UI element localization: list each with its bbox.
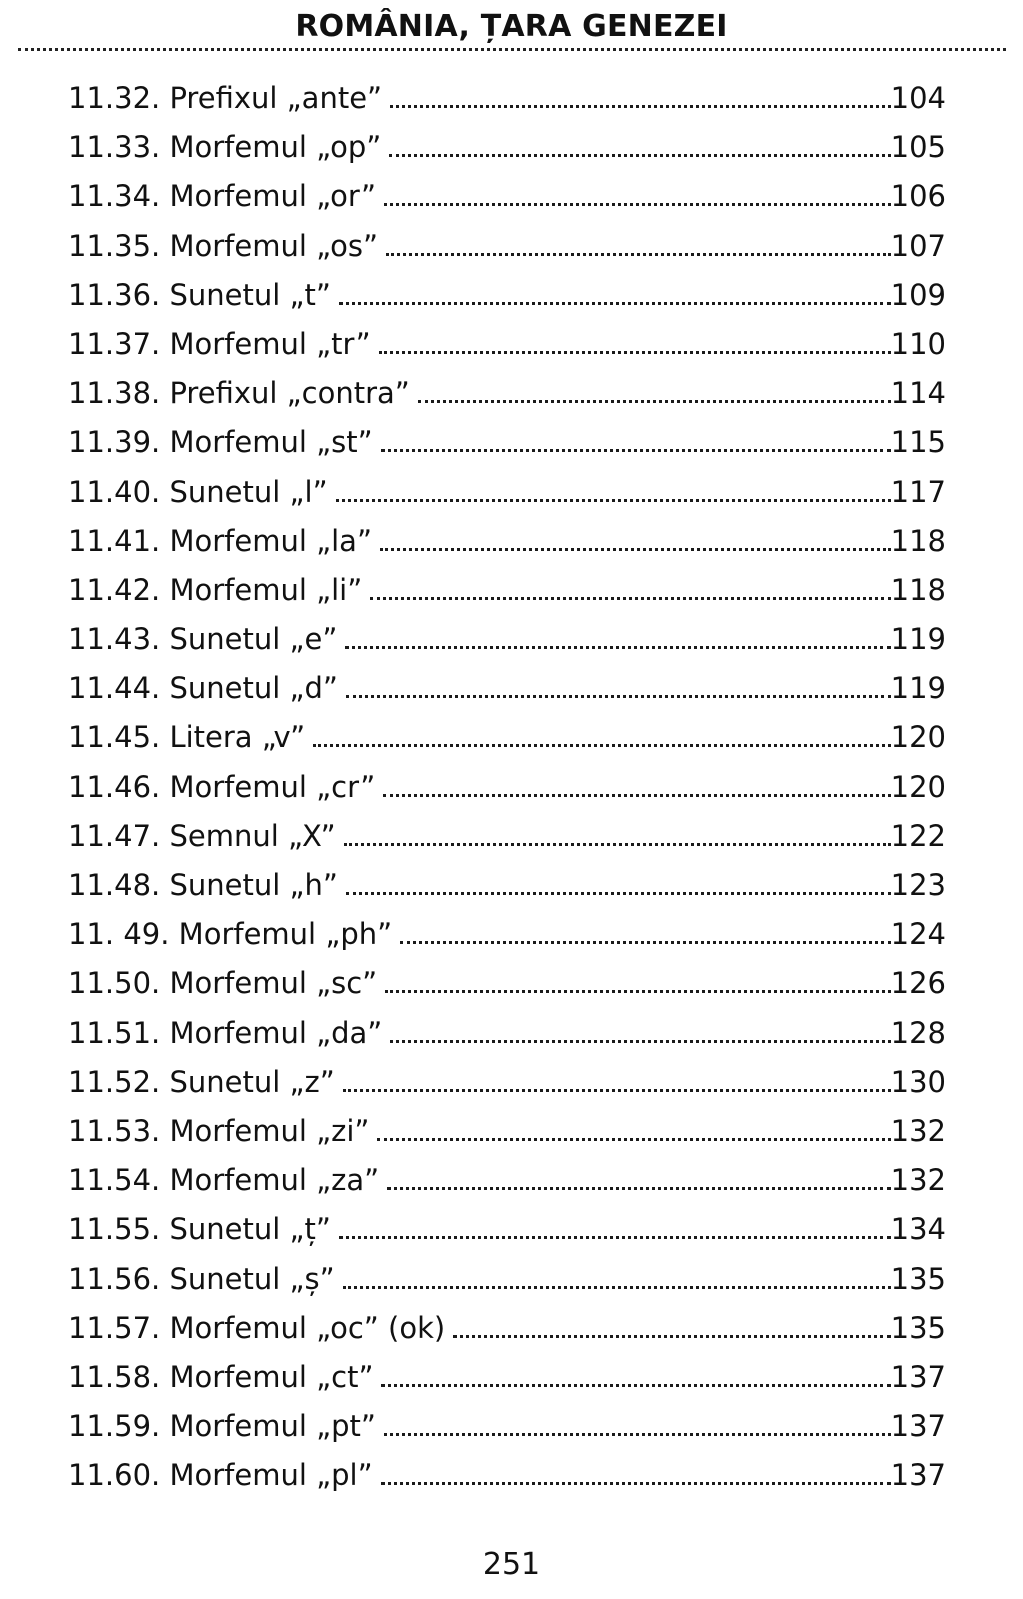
toc-entry-page: 115 <box>890 425 946 460</box>
toc-entry <box>68 763 946 812</box>
toc-entry-title: 11. 49. Morfemul „ph” <box>68 917 393 952</box>
toc-entry-title: 11.38. Prefixul „contra” <box>68 376 410 411</box>
toc-entry <box>68 910 946 959</box>
toc-entry-title: 11.40. Sunetul „l” <box>68 474 328 509</box>
toc-entry-page: 134 <box>890 1212 946 1247</box>
header-dotted-rule <box>18 48 1006 51</box>
toc-entry-page: 119 <box>890 622 946 657</box>
toc-entry <box>68 271 946 320</box>
toc-dot-leader <box>384 1433 891 1436</box>
toc-entry <box>68 1402 946 1451</box>
toc-entry-title: 11.55. Sunetul „ț” <box>68 1212 331 1247</box>
toc-entry-title: 11.52. Sunetul „z” <box>68 1064 335 1099</box>
toc-entry-page: 123 <box>890 868 946 902</box>
toc-entry <box>68 959 946 1008</box>
toc-entry-title: 11.37. Morfemul „tr” <box>68 326 371 361</box>
toc-entry-page: 114 <box>890 376 946 411</box>
toc-entry-page: 126 <box>890 966 946 1001</box>
toc-entry-page: 106 <box>890 179 946 214</box>
toc-entry <box>68 517 946 566</box>
toc-entry <box>68 1107 946 1156</box>
toc-entry-title: 11.47. Semnul „X” <box>68 818 336 853</box>
toc-entry-page: 120 <box>890 720 946 755</box>
toc-entry-title: 11.33. Morfemul „op” <box>68 130 382 165</box>
toc-entry <box>68 1255 946 1304</box>
toc-entry <box>68 1058 946 1107</box>
toc-dot-leader <box>345 646 890 649</box>
toc-entry-page: 132 <box>890 1163 946 1198</box>
toc-entry-title: 11.44. Sunetul „d” <box>68 671 338 706</box>
toc-dot-leader <box>387 1187 890 1190</box>
toc-entry <box>68 222 946 271</box>
toc-entry-page: 124 <box>890 917 946 952</box>
toc-dot-leader <box>381 449 891 452</box>
toc-entry <box>68 1304 946 1353</box>
toc-entry <box>68 861 946 910</box>
toc-dot-leader <box>400 941 890 944</box>
toc-dot-leader <box>377 1138 890 1141</box>
toc-entry-title: 11.50. Morfemul „sc” <box>68 966 378 1001</box>
toc-entry-page: 119 <box>890 671 946 706</box>
toc-entry <box>68 320 946 369</box>
toc-entry-title: 11.43. Sunetul „e” <box>68 622 338 657</box>
toc-entry-title: 11.34. Morfemul „or” <box>68 179 376 214</box>
toc-entry <box>68 74 946 123</box>
toc-entry-title: 11.48. Sunetul „h” <box>68 868 338 902</box>
toc-entry <box>68 1451 946 1500</box>
toc-entry <box>68 123 946 172</box>
toc-dot-leader <box>384 203 891 206</box>
toc-entry-title: 11.39. Morfemul „st” <box>68 425 373 460</box>
toc-dot-leader <box>339 1236 891 1239</box>
toc-dot-leader <box>336 499 891 502</box>
toc-entry-page: 117 <box>890 474 946 509</box>
toc-dot-leader <box>313 744 890 747</box>
toc-dot-leader <box>386 253 891 256</box>
toc-entry-title: 11.41. Morfemul „la” <box>68 523 372 558</box>
toc-dot-leader <box>390 1040 890 1043</box>
toc-entry-page: 105 <box>890 130 946 165</box>
toc-entry <box>68 172 946 221</box>
table-of-contents <box>68 74 946 1500</box>
toc-entry-page: 137 <box>890 1458 946 1493</box>
toc-dot-leader <box>346 695 891 698</box>
toc-entry-title: 11.59. Morfemul „pt” <box>68 1409 376 1444</box>
toc-entry-title: 11.42. Morfemul „li” <box>68 572 363 607</box>
toc-entry <box>68 566 946 615</box>
toc-entry-title: 11.56. Sunetul „ș” <box>68 1261 335 1296</box>
toc-entry-title: 11.53. Morfemul „zi” <box>68 1113 370 1148</box>
toc-entry <box>68 713 946 762</box>
toc-entry-title: 11.51. Morfemul „da” <box>68 1015 383 1050</box>
toc-entry-page: 110 <box>890 326 946 361</box>
toc-entry-title: 11.58. Morfemul „ct” <box>68 1359 374 1394</box>
toc-entry-title: 11.36. Sunetul „t” <box>68 277 331 312</box>
toc-entry <box>68 615 946 664</box>
toc-entry <box>68 418 946 467</box>
toc-entry <box>68 1353 946 1402</box>
toc-entry <box>68 1009 946 1058</box>
page-number: 251 <box>482 1547 541 1582</box>
toc-entry-page: 137 <box>890 1359 946 1394</box>
toc-entry <box>68 1205 946 1254</box>
toc-dot-leader <box>383 794 890 797</box>
toc-entry-page: 130 <box>890 1064 946 1099</box>
toc-entry-title: 11.32. Prefixul „ante” <box>68 81 383 115</box>
toc-entry <box>68 369 946 418</box>
toc-entry-page: 135 <box>890 1310 946 1345</box>
toc-entry-page: 109 <box>890 277 946 312</box>
toc-dot-leader <box>379 351 891 354</box>
toc-entry <box>68 812 946 861</box>
toc-dot-leader <box>381 1384 890 1387</box>
toc-dot-leader <box>380 548 891 551</box>
toc-dot-leader <box>453 1335 890 1338</box>
toc-entry-title: 11.45. Litera „v” <box>68 720 306 755</box>
toc-entry <box>68 664 946 713</box>
toc-dot-leader <box>390 105 891 108</box>
toc-entry-page: 135 <box>890 1261 946 1296</box>
toc-dot-leader <box>385 990 890 993</box>
toc-entry-page: 122 <box>890 818 946 853</box>
toc-entry-page: 137 <box>890 1409 946 1444</box>
toc-dot-leader <box>389 154 890 157</box>
toc-entry-page: 118 <box>890 572 946 607</box>
toc-entry-page: 132 <box>890 1113 946 1148</box>
toc-entry-title: 11.46. Morfemul „cr” <box>68 769 376 804</box>
toc-entry-page: 128 <box>890 1015 946 1050</box>
toc-dot-leader <box>381 1482 891 1485</box>
toc-dot-leader <box>339 302 891 305</box>
toc-dot-leader <box>346 892 891 895</box>
toc-entry <box>68 1156 946 1205</box>
toc-entry-title: 11.35. Morfemul „os” <box>68 228 378 263</box>
toc-entry-title: 11.60. Morfemul „pl” <box>68 1458 373 1493</box>
running-header: ROMÂNIA, ȚARA GENEZEI <box>295 9 728 44</box>
toc-entry <box>68 468 946 517</box>
toc-entry-page: 104 <box>890 81 946 115</box>
toc-entry-page: 107 <box>890 228 946 263</box>
toc-dot-leader <box>343 1089 891 1092</box>
toc-dot-leader <box>370 597 890 600</box>
toc-entry-page: 120 <box>890 769 946 804</box>
toc-entry-title: 11.54. Morfemul „za” <box>68 1163 380 1198</box>
toc-dot-leader <box>418 400 891 403</box>
toc-entry-title: 11.57. Morfemul „oc” (ok) <box>68 1310 446 1345</box>
toc-dot-leader <box>343 1286 891 1289</box>
toc-dot-leader <box>344 843 891 846</box>
toc-entry-page: 118 <box>890 523 946 558</box>
